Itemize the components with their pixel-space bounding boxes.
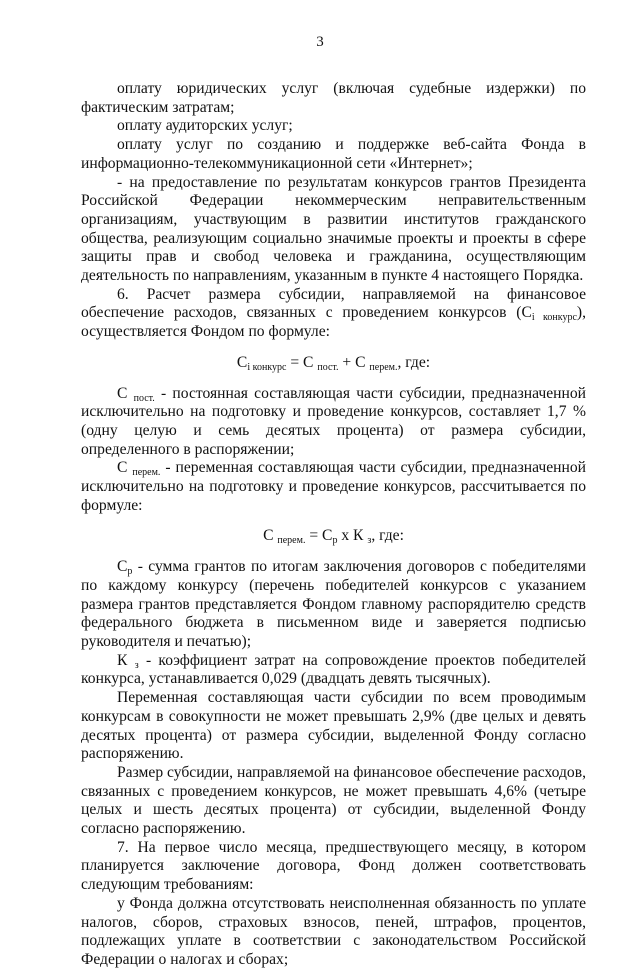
p9-a: К [117,651,135,669]
paragraph-item-6 [81,286,586,342]
p9-b: - коэффициент затрат на сопровождение проектов победителей конкурса, устанавливается 0,029 (двадцать девять тысячных). [81,651,586,688]
document-body [81,80,586,970]
paragraph-grants: - на предоставление по результатам конкурсов грантов Президента Российской Федерации некоммерческим неправительственным организациям, участвующим в развитии институтов гражданского общества, реализующим социально значимые проекты и проекты в сфере защиты прав и свобод человека и гражданина, осуществляющим деятельность по направлениям, указанным в пункте 4 настоящего Порядка. [81,173,586,285]
f2-d: , где: [371,527,404,545]
f1-b: = C [286,353,318,371]
f1-a-sub: i конкурс [247,361,287,373]
page-number: 3 [316,34,324,50]
f2-c: х К [337,527,368,545]
paragraph-total-limit: Размер субсидии, направляемой на финансовое обеспечение расходов, связанных с проведением конкурсов, не может превышать 4,6% (четыре целых и шесть десятых процента) от субсидии, выделенной Фонду согласно распоряжению. [81,763,586,838]
p8-b: - сумма грантов по итогам заключения договоров с победителями по каждому конкурсу (перечень победителей конкурсов с указанием размера грантов представляется Фондом главному распорядителю средств федерального бюджета в письменном виде и заверяется подписью руководителя и печатью); [81,558,586,650]
f2-a-sub: перем. [277,535,306,547]
f2-b: = C [305,527,333,545]
p8-sub: р [127,566,133,578]
f1-b-sub: пост. [317,361,339,373]
p7-b: - переменная составляющая части субсидии, предназначенной исключительно на подготовку и проведение конкурсов, рассчитывается по формуле: [81,459,586,514]
paragraph-c-r [81,558,586,652]
formula-1 [81,354,586,373]
f2-b-sub: р [332,535,338,547]
p7-sub: перем. [132,467,161,479]
paragraph-item-7: 7. На первое число месяца, предшествующего месяцу, в котором планируется заключение договора, Фонд должен соответствовать следующим требованиям: [81,838,586,894]
paragraph-k-z [81,652,586,689]
p5-text-end: ), осуществляется Фондом по формуле: [81,304,586,341]
p9-sub: з [134,659,139,671]
f2-a: C [263,527,278,545]
f1-a: C [236,353,248,371]
paragraph-c-perem [81,459,586,515]
paragraph-variable-limit: Переменная составляющая части субсидии по всем проводимым конкурсам в совокупности не может превышать 2,9% (две целых и девять десятых процента) от размера субсидии, выделенной Фонду согласно распоряжению. [81,689,586,763]
paragraph-c-post [81,385,586,460]
f1-c: + C [338,353,370,371]
p5-text: 6. Расчет размера субсидии, направляемой на финансовое обеспечение расходов, связанных с проведением конкурсов (C [81,285,586,322]
formula-2 [81,527,586,546]
paragraph-legal-services: оплату юридических услуг (включая судебные издержки) по фактическим затратам; [81,80,586,116]
f1-c-sub: перем. [369,361,398,373]
paragraph-tax-requirement: у Фонда должна отсутствовать неисполненная обязанность по уплате налогов, сборов, страховых взносов, пеней, штрафов, процентов, подлежащих уплате в соответствии с законодательством Российской Федерации о налогах и сборах; [81,894,586,968]
p6-b: - постоянная составляющая части субсидии, предназначенной исключительно на подготовку и проведение конкурсов, составляет 1,7 % (одну целую и семь десятых процента) от размера субсидии, определенного в распоряжении; [81,384,586,458]
f2-c-sub: з [367,535,372,547]
p7-a: C [117,459,133,477]
p6-sub: пост. [133,392,155,404]
paragraph-website-services: оплату услуг по созданию и поддержке веб-сайта Фонда в информационно-телекоммуникационной сети «Интернет»; [81,136,586,172]
p5-subscript: i конкурс [531,312,577,324]
f1-d: , где: [397,353,431,371]
p8-a: C [117,558,128,576]
paragraph-audit-services: оплату аудиторских услуг; [117,117,293,135]
p6-a: C [117,384,134,402]
